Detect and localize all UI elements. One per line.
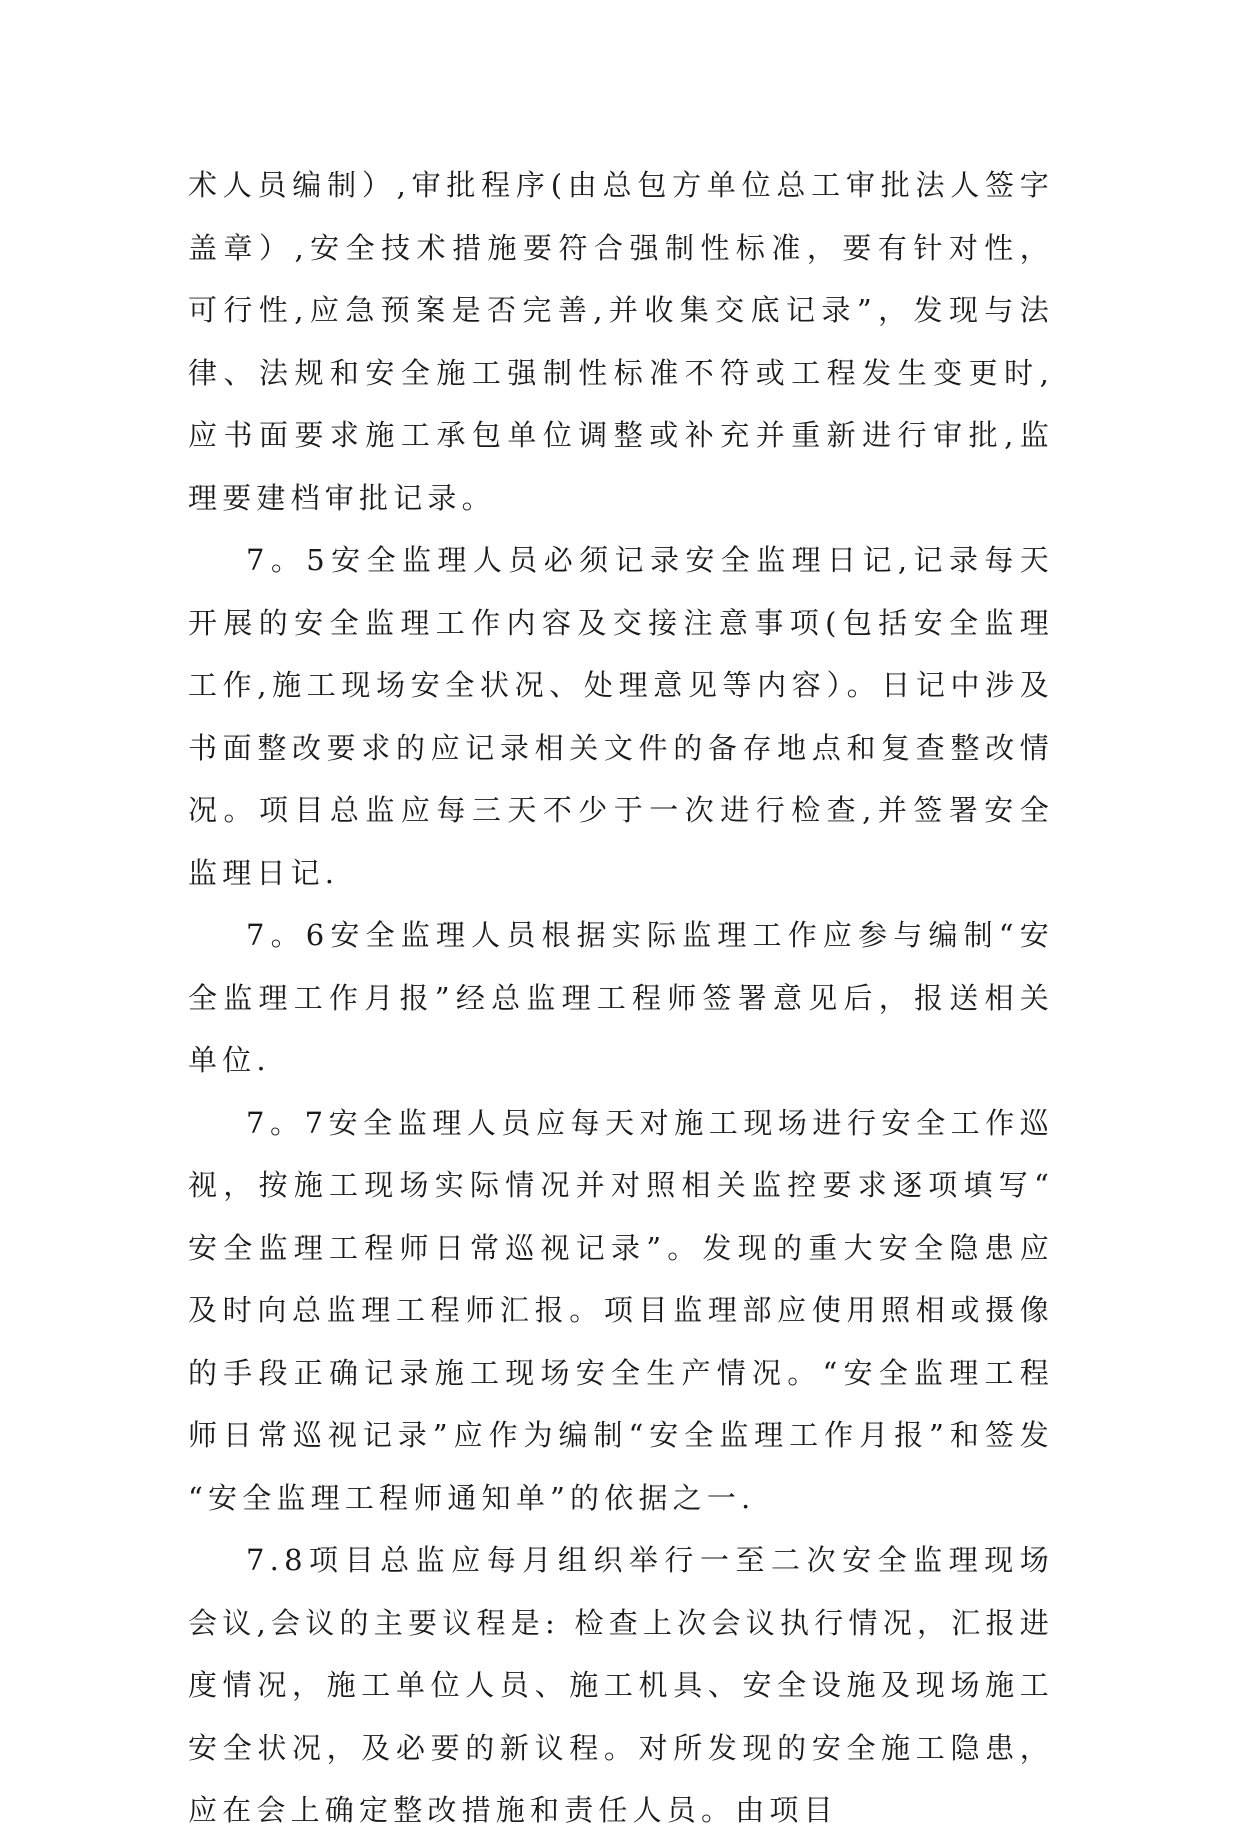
paragraph-7-7: 7。7安全监理人员应每天对施工现场进行安全工作巡视，按施工现场实际情况并对照相关监控要求逐项填写“安全监理工程师日常巡视记录”。发现的重大安全隐患应及时向总监理工程师汇报。项目监理部应使用照相或摄像的手段正确记录施工现场安全生产情况。“安全监理工程师日常巡视记录”应作为编制“安全监理工作月报”和签发“安全监理工程师通知单”的依据之一.: [188, 1105, 1054, 1515]
body-text: [188, 154, 1054, 1842]
paragraph-7-5: 7。5安全监理人员必须记录安全监理日记,记录每天开展的安全监理工作内容及交接注意事项(包括安全监理工作,施工现场安全状况、处理意见等内容）。日记中涉及书面整改要求的应记录相关文件的备存地点和复查整改情况。项目总监应每三天不少于一次进行检查,并签署安全监理日记.: [188, 543, 1054, 890]
paragraph-7-8: 7.8项目总监应每月组织举行一至二次安全监理现场会议,会议的主要议程是: 检查上次会议执行情况，汇报进度情况，施工单位人员、施工机具、安全设施及现场施工安全状况，及必要的新议程。对所发现的安全施工隐患，应在会上确定整改措施和责任人员。由项目: [188, 1543, 1054, 1827]
paragraph-7-6: 7。6安全监理人员根据实际监理工作应参与编制“安全监理工作月报”经总监理工程师签署意见后，报送相关单位.: [188, 918, 1054, 1077]
paragraph-continuation: 术人员编制）,审批程序(由总包方单位总工审批法人签字盖章）,安全技术措施要符合强制性标准，要有针对性，可行性,应急预案是否完善,并收集交底记录”，发现与法律、法规和安全施工强制性标准不符或工程发生变更时,应书面要求施工承包单位调整或补充并重新进行审批,监理要建档审批记录。: [188, 168, 1054, 515]
